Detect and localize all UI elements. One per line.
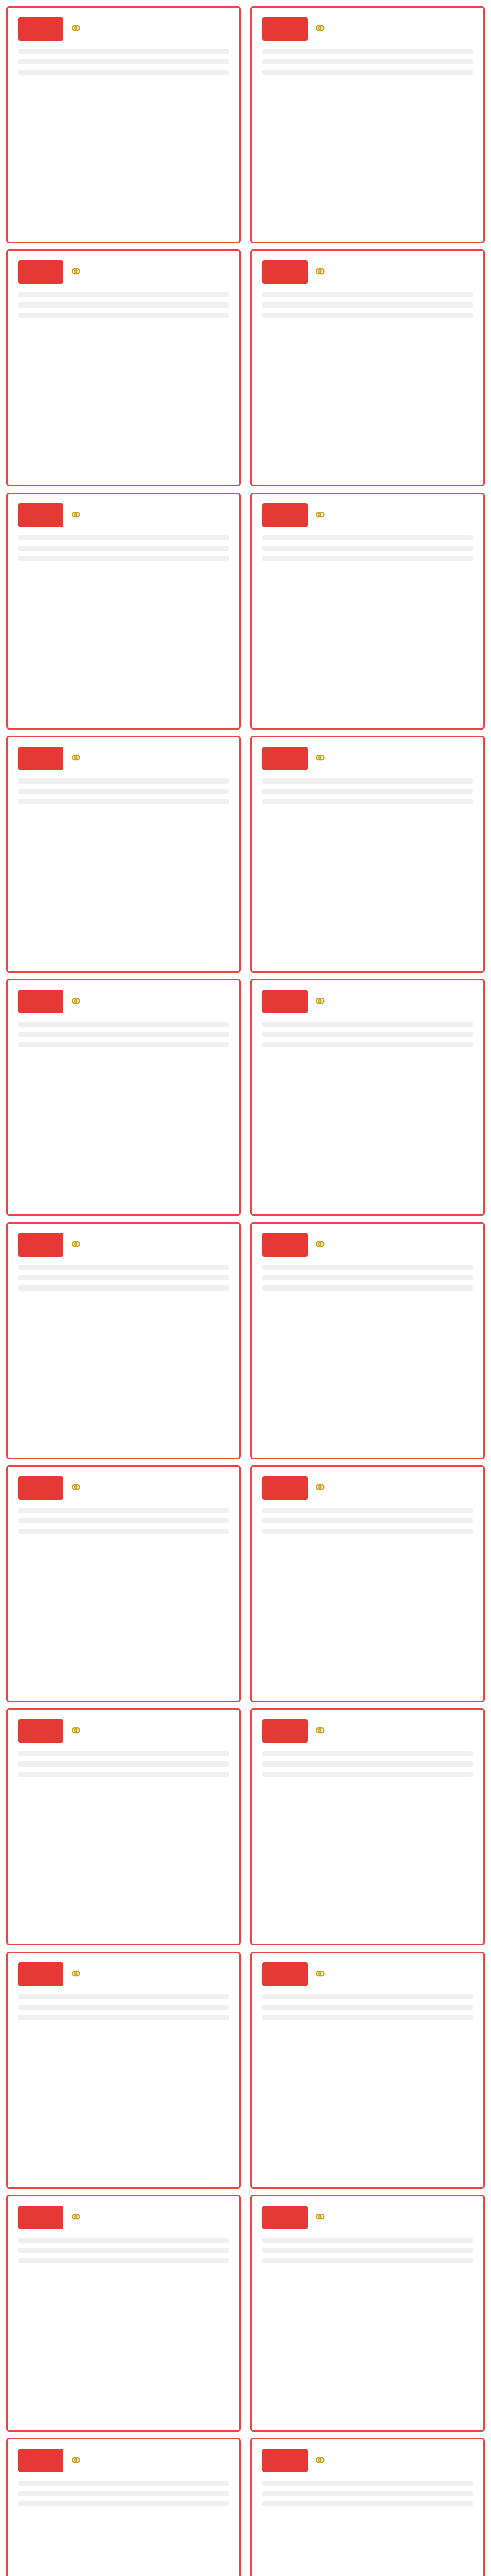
card-header (262, 747, 473, 770)
text-line (262, 292, 473, 297)
rings-icon: ⚭ (69, 1721, 83, 1741)
announcement-card (250, 2438, 485, 2576)
text-line (18, 2015, 229, 2020)
text-line (262, 70, 473, 75)
text-line (18, 1275, 229, 1280)
announcement-card (6, 1708, 241, 1945)
card-heading (262, 2449, 308, 2472)
text-line (262, 2491, 473, 2496)
text-line (262, 2481, 473, 2486)
announcement-card (6, 249, 241, 486)
text-line (18, 1042, 229, 1047)
card-heading (18, 1962, 63, 1986)
text-line (262, 778, 473, 784)
text-line (18, 1032, 229, 1037)
announcement-card (6, 6, 241, 243)
text-line (262, 546, 473, 551)
announcement-card (250, 1222, 485, 1459)
text-line (18, 789, 229, 794)
rings-icon: ⚭ (69, 505, 83, 526)
text-line (18, 1772, 229, 1777)
rings-icon: ⚭ (313, 2450, 328, 2471)
card-heading (18, 2449, 63, 2472)
text-line (262, 556, 473, 561)
rings-icon: ⚭ (313, 1964, 328, 1985)
announcement-card (250, 1708, 485, 1945)
announcement-card (6, 736, 241, 973)
text-line (262, 799, 473, 804)
rings-icon: ⚭ (69, 2207, 83, 2228)
text-line (18, 292, 229, 297)
card-heading (262, 17, 308, 41)
card-heading (262, 2206, 308, 2229)
text-line (18, 1529, 229, 1534)
card-header (262, 503, 473, 527)
text-line (18, 1518, 229, 1523)
text-line (18, 1761, 229, 1767)
text-line (262, 535, 473, 540)
card-header (18, 17, 229, 41)
text-line (262, 59, 473, 64)
announcement-card (250, 1465, 485, 1702)
text-line (262, 1772, 473, 1777)
announcement-card (250, 6, 485, 243)
text-line (262, 1275, 473, 1280)
card-header (262, 260, 473, 284)
card-heading (262, 260, 308, 284)
text-line (262, 2501, 473, 2506)
card-header (18, 1233, 229, 1257)
announcement-grid (6, 6, 485, 2576)
card-heading (18, 260, 63, 284)
rings-icon: ⚭ (313, 1234, 328, 1255)
rings-icon: ⚭ (313, 2207, 328, 2228)
card-header (18, 990, 229, 1013)
text-line (18, 556, 229, 561)
announcement-card (6, 1222, 241, 1459)
rings-icon: ⚭ (69, 1964, 83, 1985)
text-line (262, 1751, 473, 1756)
card-header (262, 17, 473, 41)
card-heading (262, 747, 308, 770)
text-line (262, 1994, 473, 1999)
card-header (18, 260, 229, 284)
card-header (18, 1962, 229, 1986)
announcement-card (250, 2195, 485, 2432)
text-line (262, 1761, 473, 1767)
text-line (18, 2491, 229, 2496)
text-line (262, 2258, 473, 2263)
text-line (18, 2248, 229, 2253)
text-line (18, 535, 229, 540)
card-heading (18, 17, 63, 41)
rings-icon: ⚭ (69, 19, 83, 39)
rings-icon: ⚭ (69, 1478, 83, 1498)
card-header (262, 2206, 473, 2229)
text-line (18, 59, 229, 64)
text-line (18, 2481, 229, 2486)
announcement-card (6, 493, 241, 730)
card-header (262, 1719, 473, 1743)
rings-icon: ⚭ (69, 2450, 83, 2471)
rings-icon: ⚭ (313, 1721, 328, 1741)
text-line (18, 2238, 229, 2243)
text-line (18, 546, 229, 551)
announcement-card (250, 493, 485, 730)
rings-icon: ⚭ (69, 991, 83, 1012)
text-line (18, 1285, 229, 1291)
announcement-card (250, 1952, 485, 2189)
card-heading (262, 1962, 308, 1986)
text-line (18, 1508, 229, 1513)
announcement-card (250, 979, 485, 1216)
text-line (18, 2501, 229, 2506)
card-heading (18, 1233, 63, 1257)
card-header (262, 990, 473, 1013)
card-heading (18, 747, 63, 770)
text-line (262, 1529, 473, 1534)
card-heading (262, 1719, 308, 1743)
text-line (262, 1032, 473, 1037)
card-header (18, 1476, 229, 1500)
text-line (262, 313, 473, 318)
rings-icon: ⚭ (69, 262, 83, 282)
text-line (262, 2248, 473, 2253)
rings-icon: ⚭ (69, 1234, 83, 1255)
announcement-card (6, 2195, 241, 2432)
announcement-card (6, 2438, 241, 2576)
announcement-card (250, 249, 485, 486)
text-line (262, 2238, 473, 2243)
card-heading (18, 2206, 63, 2229)
card-header (262, 1476, 473, 1500)
text-line (262, 1285, 473, 1291)
card-heading (18, 990, 63, 1013)
card-header (262, 1233, 473, 1257)
card-heading (262, 1476, 308, 1500)
announcement-card (250, 736, 485, 973)
text-line (18, 1994, 229, 1999)
card-header (18, 747, 229, 770)
card-heading (18, 1476, 63, 1500)
text-line (262, 302, 473, 308)
card-heading (262, 503, 308, 527)
text-line (18, 799, 229, 804)
text-line (18, 49, 229, 54)
rings-icon: ⚭ (313, 1478, 328, 1498)
card-header (262, 1962, 473, 1986)
announcement-card (6, 1952, 241, 2189)
rings-icon: ⚭ (69, 748, 83, 769)
text-line (262, 1042, 473, 1047)
text-line (18, 70, 229, 75)
text-line (18, 2258, 229, 2263)
text-line (18, 1265, 229, 1270)
text-line (18, 1751, 229, 1756)
rings-icon: ⚭ (313, 19, 328, 39)
card-header (18, 2449, 229, 2472)
card-heading (18, 503, 63, 527)
announcement-card (6, 979, 241, 1216)
text-line (262, 1508, 473, 1513)
card-header (18, 503, 229, 527)
text-line (18, 2005, 229, 2010)
text-line (262, 2005, 473, 2010)
announcement-card (6, 1465, 241, 1702)
rings-icon: ⚭ (313, 748, 328, 769)
text-line (262, 1022, 473, 1027)
card-heading (262, 1233, 308, 1257)
text-line (262, 789, 473, 794)
text-line (262, 1518, 473, 1523)
text-line (262, 2015, 473, 2020)
rings-icon: ⚭ (313, 505, 328, 526)
card-header (262, 2449, 473, 2472)
rings-icon: ⚭ (313, 991, 328, 1012)
card-header (18, 1719, 229, 1743)
card-heading (18, 1719, 63, 1743)
card-heading (262, 990, 308, 1013)
card-header (18, 2206, 229, 2229)
text-line (18, 778, 229, 784)
text-line (18, 1022, 229, 1027)
text-line (18, 313, 229, 318)
text-line (18, 302, 229, 308)
text-line (262, 49, 473, 54)
rings-icon: ⚭ (313, 262, 328, 282)
text-line (262, 1265, 473, 1270)
